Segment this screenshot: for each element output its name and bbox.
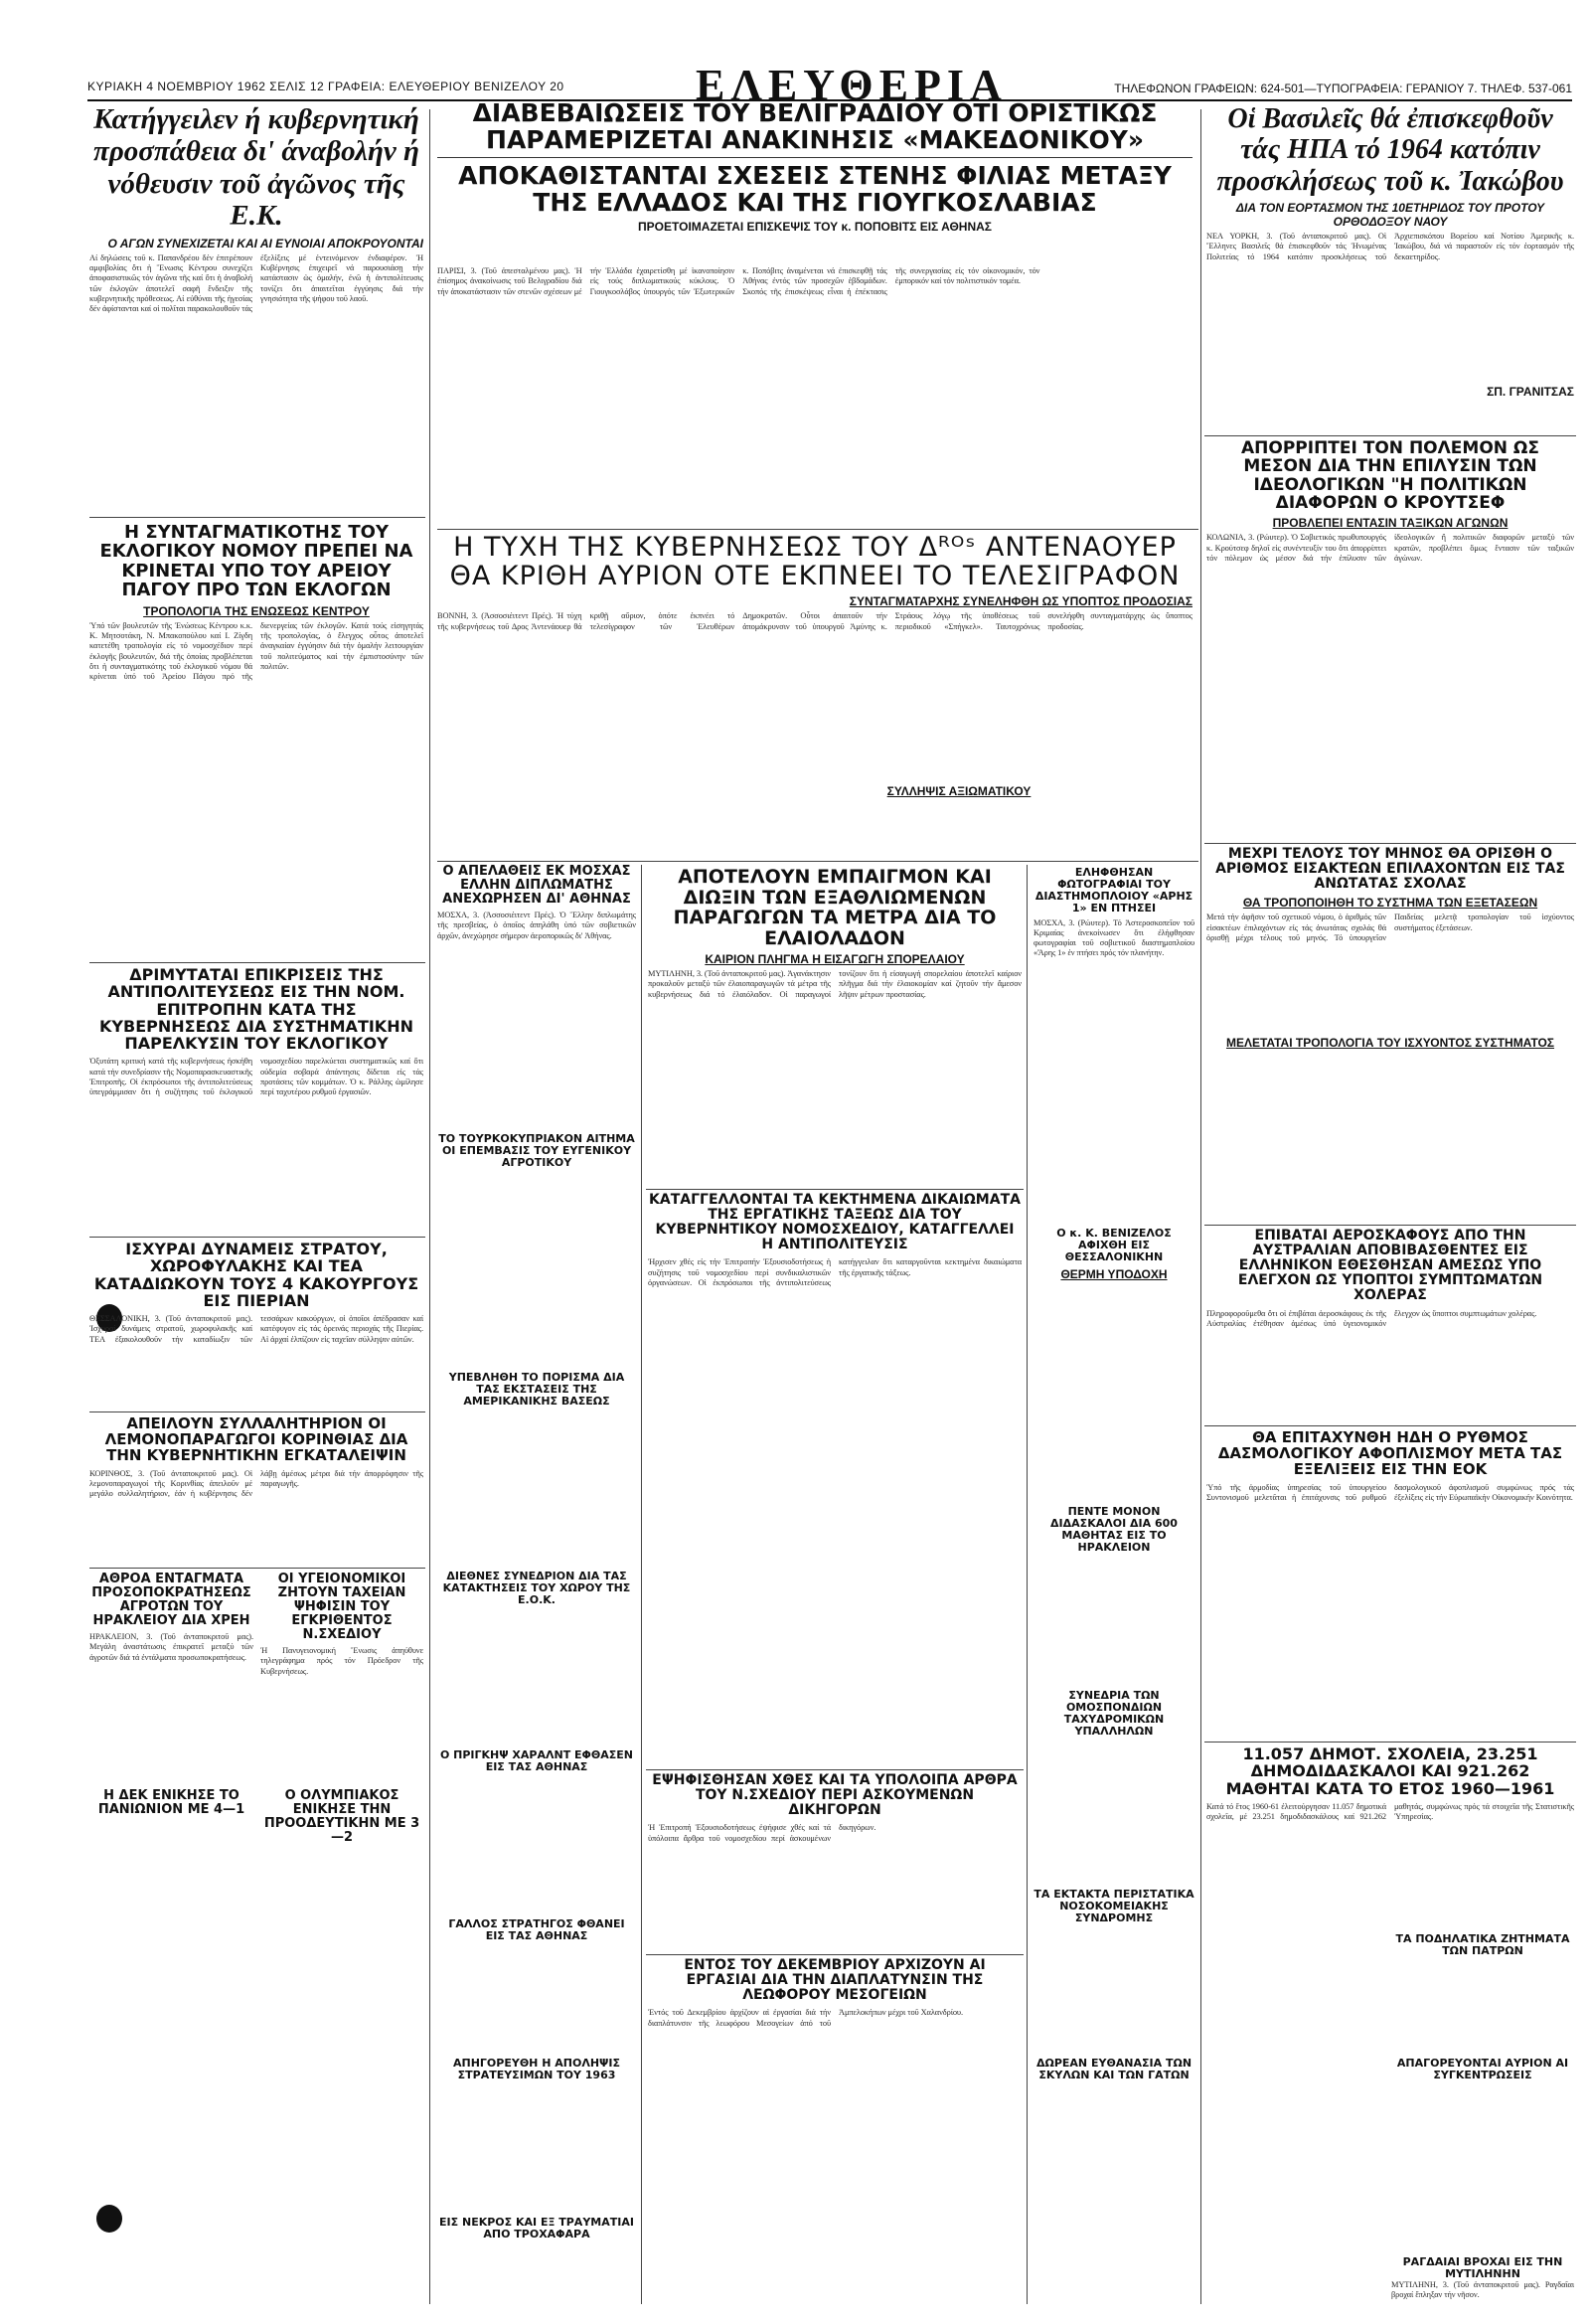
headline: ΔΡΙΜΥΤΑΤΑΙ ΕΠΙΚΡΙΣΕΙΣ ΤΗΣ ΑΝΤΙΠΟΛΙΤΕΥΣΕΩΣ ΕΙΣ ΤΗΝ ΝΟΜ. ΕΠΙΤΡΟΠΗΝ ΚΑΤΑ ΤΗΣ ΚΥΒΕΡΝΗΣΕΩΣ ΔΙΑ ΣΥΣΤΗΜΑΤΙΚΗΝ ΠΑΡΕΛΚΥΣΙΝ ΤΟΥ ΕΚΛΟΓΙΚΟΥ xyxy=(99,966,413,1054)
article-hospital-cases xyxy=(1034,1889,1194,1948)
article-royal-visit xyxy=(1206,103,1574,431)
article-university-admissions xyxy=(1206,847,1574,1225)
headline: ΑΠΟΡΡΙΠΤΕΙ ΤΟΝ ΠΟΛΕΜΟΝ ΩΣ ΜΕΣΟΝ ΔΙΑ ΤΗΝ ΕΠΙΛΥΣΙΝ ΤΩΝ ΙΔΕΟΛΟΓΙΚΩΝ "Η ΠΟΛΙΤΙΚΩΝ ΔΙΑΦΟΡΩΝ Ο ΚΡΟΥΤΣΕΦ xyxy=(1241,439,1539,514)
headline: ΡΑΓΔΑΙΑΙ ΒΡΟΧΑΙ ΕΙΣ ΤΗΝ ΜΥΤΙΛΗΝΗΝ xyxy=(1391,2256,1574,2280)
article-body: ΗΡΑΚΛΕΙΟΝ, 3. (Τοῦ ἀνταποκριτοῦ μας). Μεγάλη ἀναστάτωσις ἐπικρατεῖ μεταξύ τῶν ἀγροτῶν διά τά ἐντάλματα προσωποκρατήσεως. xyxy=(89,1632,253,1662)
headline: ΑΘΡΟΑ ΕΝΤΑΓΜΑΤΑ ΠΡΟΣΟΠΟΚΡΑΤΗΣΕΩΣ ΑΓΡΟΤΩΝ ΤΟΥ ΗΡΑΚΛΕΙΟΥ ΔΙΑ ΧΡΕΗ xyxy=(91,1573,251,1629)
headline: ΜΕΧΡΙ ΤΕΛΟΥΣ ΤΟΥ ΜΗΝΟΣ ΘΑ ΟΡΙΣΘΗ Ο ΑΡΙΘΜΟΣ ΕΙΣΑΚΤΕΩΝ ΕΠΙΛΑΧΟΝΤΩΝ ΕΙΣ ΤΑΣ ΑΝΩΤΑΤΑΣ ΣΧΟΛΑΣ xyxy=(1215,847,1565,893)
article-turkish-cypriot xyxy=(437,1133,636,1213)
divider xyxy=(89,1237,425,1238)
subheadline-secondary: ΣΥΛΛΗΨΙΣ ΑΞΙΩΜΑΤΙΚΟΥ xyxy=(886,784,1032,799)
divider xyxy=(1204,1225,1576,1226)
headline: Ο ΟΛΥΜΠΙΑΚΟΣ ΕΝΙΚΗΣΕ ΤΗΝ ΠΡΟΟΔΕΥΤΙΚΗΝ ΜΕ 3—2 xyxy=(263,1789,420,1846)
article-adenauer xyxy=(437,533,1192,861)
article-mytilene-rain xyxy=(1391,2256,1574,2316)
article-body: ΘΕΣΣΑΛΟΝΙΚΗ, 3. (Τοῦ ἀνταποκριτοῦ μας). Ἰσχυραί δυνάμεις στρατοῦ, χωροφυλακῆς καί ΤΕΑ ἐξακολουθοῦν τήν καταδίωξιν τῶν τεσσάρων κακούργων, οἱ ὁποῖοι ἀπέδρασαν καί κατέφυγον εἰς τάς ὀρεινάς περιοχάς τῆς Πιερίας. Αἱ ἀρχαί ἐλπίζουν εἰς ταχεῖαν σύλληψιν αὐτῶν. xyxy=(89,1314,423,1344)
article-body: ΝΕΑ ΥΟΡΚΗ, 3. (Τοῦ ἀνταποκριτοῦ μας). Οἱ Ἕλληνες Βασιλεῖς θά ἐπισκεφθοῦν τάς Ἡνωμένας Πολιτείας τό 1964 κατόπιν προσκλήσεως τοῦ Ἀρχιεπισκόπου Βορείου καί Νοτίου Ἀμερικῆς κ. Ἰακώβου, διά νά παραστοῦν εἰς τόν ἑορτασμόν τῆς δεκαετηρίδος. xyxy=(1206,232,1574,261)
headline-secondary: ΑΠΟΚΑΘΙΣΤΑΝΤΑΙ ΣΧΕΣΕΙΣ ΣΤΕΝΗΣ ΦΙΛΙΑΣ ΜΕΤΑΞΥ ΤΗΣ ΕΛΛΑΔΟΣ ΚΑΙ ΤΗΣ ΓΙΟΥΓΚΟΣΛΑΒΙΑΣ xyxy=(458,161,1172,217)
column-divider xyxy=(429,109,430,2304)
article-us-base xyxy=(437,1372,636,1451)
article-health-workers xyxy=(260,1573,423,1771)
article-teachers-heraklion xyxy=(1034,1506,1194,1566)
headline: Η ΤΥΧΗ ΤΗΣ ΚΥΒΕΡΝΗΣΕΩΣ ΤΟΥ Δᴿᴼˢ ΑΝΤΕΝΑΟΥΕΡ ΘΑ ΚΡΙΘΗ ΑΥΡΙΟΝ ΟΤΕ ΕΚΠΝΕΕΙ ΤΟ ΤΕΛΕΣΙΓΡΑΦΟΝ xyxy=(449,533,1181,592)
article-body: Πληροφοροῦμεθα ὄτι οἱ ἐπιβάται ἀεροσκάφους ἐκ τῆς Αὐστραλίας ἐτέθησαν ἀμέσως ὑπό ὑγειονομικόν ἔλεγχον ὡς ὕποπτοι συμπτωμάτων χολέρας. xyxy=(1206,1308,1537,1328)
divider xyxy=(646,1769,1024,1770)
subheadline: ΚΑΙΡΙΟΝ ΠΛΗΓΜΑ Η ΕΙΣΑΓΩΓΗ ΣΠΟΡΕΛΑΙΟΥ xyxy=(705,952,965,967)
headline: Η ΣΥΝΤΑΓΜΑΤΙΚΟΤΗΣ ΤΟΥ ΕΚΛΟΓΙΚΟΥ ΝΟΜΟΥ ΠΡΕΠΕΙ ΝΑ ΚΡΙΝΕΤΑΙ ΥΠΟ ΤΟΥ ΑΡΕΙΟΥ ΠΑΓΟΥ ΠΡΟ ΤΩΝ ΕΚΛΟΓΩΝ xyxy=(99,523,413,601)
headline: Οἱ Βασιλεῖς θά ἐπισκεφθοῦν τάς ΗΠΑ τό 1964 κατόπιν προσκλήσεως τοῦ κ. Ἰακώβου xyxy=(1216,103,1564,197)
subheadline: ΘΕΡΜΗ ΥΠΟΔΟΧΗ xyxy=(1060,1266,1168,1281)
article-venizelos xyxy=(1034,1228,1194,1307)
article-mesogeion-avenue xyxy=(648,1958,1022,2286)
headline: ΔΙΕΘΝΕΣ ΣΥΝΕΔΡΙΟΝ ΔΙΑ ΤΑΣ ΚΑΤΑΚΤΗΣΕΙΣ ΤΟΥ ΧΩΡΟΥ ΤΗΣ Ε.Ο.Κ. xyxy=(442,1571,631,1606)
column-divider xyxy=(1200,109,1201,2304)
article-diplomat-moscow xyxy=(437,865,636,1123)
headline: Ο κ. Κ. ΒΕΝΙΖΕΛΟΣ ΑΦΙΧΘΗ ΕΙΣ ΘΕΣΣΑΛΟΝΙΚΗΝ xyxy=(1056,1228,1172,1263)
column-divider xyxy=(641,865,642,2304)
divider xyxy=(89,962,425,963)
headline: ΕΙΣ ΝΕΚΡΟΣ ΚΑΙ ΕΞ ΤΡΑΥΜΑΤΙΑΙ ΑΠΟ ΤΡΟΧΑΦΑΡΑ xyxy=(439,2217,634,2241)
article-prince-harald xyxy=(437,1749,636,1799)
article-body: Ἡ Πανυγειονομική Ἕνωσις ἀπηύθυνε τηλεγράφημα πρός τόν Πρόεδρον τῆς Κυβερνήσεως. xyxy=(260,1646,423,1676)
column-divider xyxy=(1027,865,1028,2304)
headline: ΔΙΑΒΕΒΑΙΩΣΕΙΣ ΤΟΥ ΒΕΛΙΓΡΑΔΙΟΥ ΟΤΙ ΟΡΙΣΤΙΚΩΣ ΠΑΡΑΜΕΡΙΖΕΤΑΙ ΑΝΑΚΙΝΗΣΙΣ «ΜΑΚΕΔΟΝΙΚΟΥ» xyxy=(472,99,1158,154)
phone-line: ΤΗΛΕΦΩΝΟΝ ΓΡΑΦΕΙΩΝ: 624-501—ΤΥΠΟΓΡΑΦΕΙΑ: ΓΕΡΑΝΙΟΥ 7. ΤΗΛΕΦ. 537-061 xyxy=(1114,82,1572,95)
headline: Ο ΠΡΙΓΚΗΨ ΧΑΡΑΛΝΤ ΕΦΘΑΣΕΝ ΕΙΣ ΤΑΣ ΑΘΗΝΑΣ xyxy=(439,1749,634,1773)
article-body: Κατά τό ἔτος 1960-61 ἐλειτούργησαν 11.057 δημοτικά σχολεῖα, μέ 23.251 δημοδιδασκάλους καί 921.262 μαθητάς, συμφώνως πρός τά στοιχεῖα τῆς Στατιστικῆς Ὑπηρεσίας. xyxy=(1206,1801,1574,1822)
article-opposition-criticism xyxy=(89,966,423,1235)
divider xyxy=(1204,1742,1576,1743)
article-body: ΜΥΤΙΛΗΝΗ, 3. (Τοῦ ἀνταποκριτοῦ μας). Ἀγανάκτησιν προκαλοῦν μεταξύ τῶν ἐλαιοπαραγωγῶν τά μέτρα τῆς κυβερνήσεως διά τό ἐλαιόλαδον. Οἱ παραγωγοί τονίζουν ὄτι ἡ εἰσαγωγή σπορελαίου ἀποτελεῖ καίριον πλῆγμα διά τήν ἐλαιοκομίαν καί ζητοῦν τήν ἄμεσον λῆψιν μέτρων προστασίας. xyxy=(648,969,1022,999)
article-postal-workers xyxy=(1034,1690,1194,1749)
date-line: ΚΥΡΙΑΚΗ 4 ΝΟΕΜΒΡΙΟΥ 1962 ΣΕΛΙΣ 12 ΓΡΑΦΕΙΑ: ΕΛΕΥΘΕΡΙΟΥ ΒΕΝΙΖΕΛΟΥ 20 xyxy=(87,80,564,93)
divider xyxy=(89,1568,425,1569)
headline: 11.057 ΔΗΜΟΤ. ΣΧΟΛΕΙΑ, 23.251 ΔΗΜΟΔΙΔΑΣΚΑΛΟΙ ΚΑΙ 921.262 ΜΑΘΗΤΑΙ ΚΑΤΑ ΤΟ ΕΤΟΣ 1960—1961 xyxy=(1225,1745,1555,1798)
headline: ΔΩΡΕΑΝ ΕΥΘΑΝΑΣΙΑ ΤΩΝ ΣΚΥΛΩΝ ΚΑΙ ΤΩΝ ΓΑΤΩΝ xyxy=(1035,2058,1192,2081)
divider xyxy=(1204,843,1576,844)
headline: ΚΑΤΑΓΓΕΛΛΟΝΤΑΙ ΤΑ ΚΕΚΤΗΜΕΝΑ ΔΙΚΑΙΩΜΑΤΑ ΤΗΣ ΕΡΓΑΤΙΚΗΣ ΤΑΞΕΩΣ ΔΙΑ ΤΟΥ ΚΥΒΕΡΝΗΤΙΚΟΥ ΝΟΜΟΣΧΕΔΙΟΥ, ΚΑΤΑΓΓΕΛΛΕΙ Η ΑΝΤΙΠΟΛΙΤΕΥΣΙΣ xyxy=(649,1193,1021,1253)
article-body: Ὑπό τῆς ἀρμοδίας ὑπηρεσίας τοῦ ὑπουργείου Συντονισμοῦ μελετᾶται ἡ ἐπιτάχυνσις τοῦ ρυθμοῦ δασμολογικοῦ ἀφοπλισμοῦ συμφώνως πρός τάς ἐξελίξεις εἰς τήν Εὐρωπαϊκήν Οἰκονομικήν Κοινότητα. xyxy=(1206,1482,1574,1502)
article-body: Ὀξυτάτη κριτική κατά τῆς κυβερνήσεως ἠσκήθη κατά τήν συνεδρίασιν τῆς Νομοπαρασκευαστικῆς Ἐπιτροπῆς. Οἱ ἐκπρόσωποι τῆς ἀντιπολιτεύσεως ὑπεγράμμισαν ὄτι ἡ συζήτησις τοῦ ἐκλογικοῦ νομοσχεδίου παρελκύεται συστηματικῶς καί ὄτι οὐδεμία σοβαρά ἀπάντησις δίδεται εἰς τάς προτάσεις τῶν κομμάτων. Ὁ κ. Ράλλης ὡμίλησε περί ταχυτέρου ρυθμοῦ ἐργασιῶν. xyxy=(89,1057,423,1097)
divider xyxy=(89,517,425,518)
article-football-aek xyxy=(89,1789,253,1849)
article-tram-accident xyxy=(437,2217,636,2266)
article-football-olympiakos xyxy=(260,1789,423,1849)
article-body: Ὑπό τῶν βουλευτῶν τῆς Ἑνώσεως Κέντρου κ.κ. Κ. Μητσοτάκη, Ν. Μπακοπούλου καί Ι. Ζίγδη κατετέθη τροπολογία εἰς τό νομοσχέδιον περί ἐκλογῆς βουλευτῶν, διά τῆς ὁποίας προβλέπεται ὄτι ἡ συνταγματικότης τοῦ ἐκλογικοῦ νόμου θά κρίνεται ὑπό τοῦ Ἀρείου Πάγου πρό τῆς διενεργείας τῶν ἐκλογῶν. Κατά τούς εἰσηγητάς τῆς τροπολογίας, ὁ ἔλεγχος οὗτος ἀποτελεῖ ἀναγκαίαν ἐγγύησιν διά τήν ὁμαλήν λειτουργίαν τοῦ πολιτεύματος καί τήν ἐμπιστοσύνην τῶν πολιτῶν. xyxy=(89,620,423,681)
headline: ΓΑΛΛΟΣ ΣΤΡΑΤΗΓΟΣ ΦΘΑΝΕΙ ΕΙΣ ΤΑΣ ΑΘΗΝΑΣ xyxy=(448,1918,625,1942)
headline: ΥΠΕΒΛΗΘΗ ΤΟ ΠΟΡΙΣΜΑ ΔΙΑ ΤΑΣ ΕΚΣΤΑΣΕΙΣ ΤΗΣ ΑΜΕΡΙΚΑΝΙΚΗΣ ΒΑΣΕΩΣ xyxy=(448,1372,625,1408)
subheadline: ΤΡΟΠΟΛΟΓΙΑ ΤΗΣ ΕΝΩΣΕΩΣ ΚΕΝΤΡΟΥ xyxy=(143,603,370,618)
headline: ΟΙ ΥΓΕΙΟΝΟΜΙΚΟΙ ΖΗΤΟΥΝ ΤΑΧΕΙΑΝ ΨΗΦΙΣΙΝ ΤΟΥ ΕΓΚΡΙΘΕΝΤΟΣ Ν.ΣΧΕΔΙΟΥ xyxy=(277,1573,406,1643)
headline: ΤΑ ΠΟΔΗΛΑΤΙΚΑ ΖΗΤΗΜΑΤΑ ΤΩΝ ΠΑΤΡΩΝ xyxy=(1391,1933,1574,1957)
divider xyxy=(89,1411,425,1412)
headline: ΤΟ ΤΟΥΡΚΟΚΥΠΡΙΑΚΟΝ ΑΙΤΗΜΑ ΟΙ ΕΠΕΜΒΑΣΙΣ ΤΟΥ ΕΥΓΕΝΙΚΟΥ ΑΓΡΟΤΙΚΟΥ xyxy=(438,1133,635,1169)
divider xyxy=(1204,1425,1576,1426)
article-belgrade-body xyxy=(437,266,1192,527)
article-school-statistics xyxy=(1206,1745,1574,2103)
divider xyxy=(646,1189,1024,1190)
headline: ΑΠΑΓΟΡΕΥΟΝΤΑΙ ΑΥΡΙΟΝ ΑΙ ΣΥΓΚΕΝΤΡΩΣΕΙΣ xyxy=(1391,2058,1574,2081)
headline: ΤΑ ΕΚΤΑΚΤΑ ΠΕΡΙΣΤΑΤΙΚΑ ΝΟΣΟΚΟΜΕΙΑΚΗΣ ΣΥΝΔΡΟΜΗΣ xyxy=(1034,1889,1194,1924)
article-campaign xyxy=(89,103,423,511)
binder-hole xyxy=(96,2205,122,2233)
article-body: Ἠρχισεν χθές εἰς τήν Ἐπιτροπήν Ἐξουσιοδοτήσεως ἡ συζήτησις τοῦ νομοσχεδίου περί συνδικαλιστικῶν ὀργανώσεων. Οἱ ἐκπρόσωποι τῆς ἀντιπολιτεύσεως κατήγγειλαν ὄτι καταργοῦνται κεκτημένα δικαιώματα τῆς ἐργατικῆς τάξεως. xyxy=(648,1257,1022,1287)
headline: ΕΛΗΦΘΗΣΑΝ ΦΩΤΟΓΡΑΦΙΑΙ ΤΟΥ ΔΙΑΣΤΗΜΟΠΛΟΙΟΥ «ΑΡΗΣ 1» ΕΝ ΠΤΗΣΕΙ xyxy=(1034,867,1193,914)
headline: ΕΠΙΒΑΤΑΙ ΑΕΡΟΣΚΑΦΟΥΣ ΑΠΟ ΤΗΝ ΑΥΣΤΡΑΛΙΑΝ ΑΠΟΒΙΒΑΣΘΕΝΤΕΣ ΕΙΣ ΕΛΛΗΝΙΚΟΝ ΕΘΕΣΘΗΣΑΝ ΑΜΕΣΩΣ ΥΠΟ ΕΛΕΓΧΟΝ ΩΣ ΥΠΟΠΤΟΙ ΣΥΜΠΤΩΜΑΤΩΝ ΧΟΛΕΡΑΣ xyxy=(1237,1229,1543,1304)
subheadline: ΣΥΝΤΑΓΜΑΤΑΡΧΗΣ ΣΥΝΕΛΗΦΘΗ ΩΣ ΥΠΟΠΤΟΣ ΠΡΟΔΟΣΙΑΣ xyxy=(849,594,1192,609)
article-body: ΠΑΡΙΣΙ, 3. (Τοῦ ἀπεσταλμένου μας). Ἡ ἐπίσημος ἀνακοίνωσις τοῦ Βελιγραδίου διά τήν ἀποκατάστασιν τῶν στενῶν σχέσεων μέ τήν Ἑλλάδα ἐχαιρετίσθη μέ ἱκανοποίησιν εἰς τούς διπλωματικούς κύκλους. Ὁ Γιουγκοσλάβος ὑπουργός τῶν Ἐξωτερικῶν κ. Ποπόβιτς ἀναμένεται νά ἐπισκεφθῇ τάς Ἀθήνας ἐντός τῶν προσεχῶν ἑβδομάδων. Σκοπός τῆς ἐπισκέψεως εἶναι ἡ ἐπέκτασις τῆς συνεργασίας εἰς τόν οἰκονομικόν, τόν ἐμπορικόν καί τόν πολιτιστικόν τομέα. xyxy=(437,266,1040,296)
headline: Η ΔΕΚ ΕΝΙΚΗΣΕ ΤΟ ΠΑΝΙΩΝΙΟΝ ΜΕ 4—1 xyxy=(97,1789,245,1818)
article-olive-oil xyxy=(648,867,1022,1185)
article-body: ΚΟΛΩΝΙΑ, 3. (Ρώυτερ). Ὁ Σοβιετικός πρωθυπουργός κ. Κρούτσεφ δηλοῖ εἰς συνέντευξίν του ὄτι ἀπορρίπτει τόν πόλεμον ὡς μέσον διά τήν ἐπίλυσιν τῶν ἰδεολογικῶν ἤ πολιτικῶν διαφορῶν μεταξύ τῶν κρατῶν, προβλέπει ὅμως ἔντασιν τῶν ταξικῶν ἀγώνων. xyxy=(1206,533,1574,563)
headline: ΣΥΝΕΔΡΙΑ ΤΩΝ ΟΜΟΣΠΟΝΔΙΩΝ ΤΑΧΥΔΡΟΜΙΚΩΝ ΥΠΑΛΛΗΛΩΝ xyxy=(1063,1690,1165,1738)
divider xyxy=(437,861,1198,862)
headline: ΕΝΤΟΣ ΤΟΥ ΔΕΚΕΜΒΡΙΟΥ ΑΡΧΙΖΟΥΝ ΑΙ ΕΡΓΑΣΙΑΙ ΔΙΑ ΤΗΝ ΔΙΑΠΛΑΤΥΝΣΙΝ ΤΗΣ ΛΕΩΦΟΡΟΥ ΜΕΣΟΓΕΙΩΝ xyxy=(684,1958,986,2004)
article-belgrade xyxy=(437,99,1192,268)
headline: ΑΠΕΙΛΟΥΝ ΣΥΛΛΑΛΗΤΗΡΙΟΝ ΟΙ ΛΕΜΟΝΟΠΑΡΑΓΩΓΟΙ ΚΟΡΙΝΘΙΑΣ ΔΙΑ ΤΗΝ ΚΥΒΕΡΝΗΤΙΚΗΝ ΕΓΚΑΤΑΛΕΙΨΙΝ xyxy=(104,1415,408,1465)
article-khrushchev xyxy=(1206,439,1574,847)
article-gatherings-ban xyxy=(1391,2058,1574,2107)
article-pet-euthanasia xyxy=(1034,2058,1194,2117)
divider xyxy=(1204,435,1576,436)
article-body: ΜΥΤΙΛΗΝΗ, 3. (Τοῦ ἀνταποκριτοῦ μας). Ραγδαῖαι βροχαί ἔπληξαν τήν νῆσον. xyxy=(1391,2279,1574,2299)
article-eec-conference xyxy=(437,1571,636,1650)
headline: ΑΠΟΤΕΛΟΥΝ ΕΜΠΑΙΓΜΟΝ ΚΑΙ ΔΙΩΞΙΝ ΤΩΝ ΕΞΑΘΛΙΩΜΕΝΩΝ ΠΑΡΑΓΩΓΩΝ ΤΑ ΜΕΤΡΑ ΔΙΑ ΤΟ ΕΛΑΙΟΛΑΔΟΝ xyxy=(673,867,997,949)
divider xyxy=(437,529,1198,530)
article-heraklion-farmers xyxy=(89,1573,253,1771)
article-body: Ἡ Ἐπιτροπή Ἐξουσιοδοτήσεως ἐψήφισε χθές καί τά ὑπόλοιπα ἄρθρα τοῦ νομοσχεδίου περί ἀσκουμένων δικηγόρων. xyxy=(648,1823,876,1843)
article-body: Μετά τήν ἀφῆσιν τοῦ σχετικοῦ νόμου, ὁ ἀριθμός τῶν εἰσακτέων ἐπιλαχόντων εἰς τάς ἀνωτάτας σχολάς θά ὁρισθῇ μέχρι τέλους τοῦ μηνός. Τό ὑπουργεῖον Παιδείας μελετᾷ τροπολογίαν τοῦ ἰσχύοντος συστήματος ἐξετάσεων. xyxy=(1206,913,1574,942)
headline: ΕΨΗΦΙΣΘΗΣΑΝ ΧΘΕΣ ΚΑΙ ΤΑ ΥΠΟΛΟΙΠΑ ΑΡΘΡΑ ΤΟΥ Ν.ΣΧΕΔΙΟΥ ΠΕΡΙ ΑΣΚΟΥΜΕΝΩΝ ΔΙΚΗΓΟΡΩΝ xyxy=(652,1773,1018,1819)
article-patras-cycling xyxy=(1391,1933,1574,1983)
article-electoral-law xyxy=(89,523,423,960)
subheadline: ΘΑ ΤΡΟΠΟΠΟΙΗΘΗ ΤΟ ΣΥΣΤΗΜΑ ΤΩΝ ΕΞΕΤΑΣΕΩΝ xyxy=(1242,896,1538,911)
article-body: ΒΟΝΝΗ, 3. (Ἀσσοσιέιτεντ Πρές). Ἡ τύχη τῆς κυβερνήσεως τοῦ Δρος Ἀντενάουερ θά κριθῇ αὔριον, ὁπότε ἐκπνέει τό τελεσίγραφον τῶν Ἐλευθέρων Δημοκρατῶν. Οὗτοι ἀπαιτοῦν τήν ἀπομάκρυνσιν τοῦ ὑπουργοῦ Ἀμύνης κ. Στράους λόγῳ τῆς ὑποθέσεως τοῦ περιοδικοῦ «Σπήγκελ». Ταυτοχρόνως συνελήφθη συνταγματάρχης ὡς ὕποπτος προδοσίας. xyxy=(437,611,1192,631)
article-trainee-lawyers xyxy=(648,1773,1022,1952)
headline: ΙΣΧΥΡΑΙ ΔΥΝΑΜΕΙΣ ΣΤΡΑΤΟΥ, ΧΩΡΟΦΥΛΑΚΗΣ ΚΑΙ ΤΕΑ ΚΑΤΑΔΙΩΚΟΥΝ ΤΟΥΣ 4 ΚΑΚΟΥΡΓΟΥΣ ΕΙΣ ΠΙΕΡΙΑΝ xyxy=(93,1241,419,1310)
subheadline: ΠΡΟΒΛΕΠΕΙ ΕΝΤΑΣΙΝ ΤΑΞΙΚΩΝ ΑΓΩΝΩΝ xyxy=(1272,516,1509,531)
subheadline: Ο ΑΓΩΝ ΣΥΝΕΧΙΖΕΤΑΙ ΚΑΙ ΑΙ ΕΥΝΟΙΑΙ ΑΠΟΚΡΟΥΟΝΤΑΙ xyxy=(107,236,423,250)
article-body: Αί δηλώσεις τοῦ κ. Παπανδρέου δέν ἐπιτρέπουν αμφιβολίας ὄτι ἡ Ἕνωσις Κέντρου συνεχίζει ἀποφασιστικῶς τόν ἀγῶνα τῆς καί ὄτι ἡ ἀναβολή τῶν ἐκλογῶν ἀποτελεῖ σαφῆ ἔνδειξιν τῆς κυβερνητικῆς πρόθεσεως. Αί εὐθύναι τῆς ἡγεσίας δέν ἀφίστανται καί οἱ πολῖται παρακολουθοῦν τάς ἐξελίξεις μέ ἐντεινόμενον ἐνδιαφέρον. Ἡ Κυβέρνησις ἐπιχειρεῖ νά παρουσιάσῃ τήν κατάστασιν ὡς ὁμαλήν, ἐνῶ ἡ ἀντιπολίτευσις τονίζει ὄτι ἀπαιτεῖται ἐγγύησις διά τήν γνησιότητα τῆς ψήφου τοῦ λαοῦ. xyxy=(89,252,423,314)
article-tariffs xyxy=(1206,1429,1574,1738)
newspaper-title: ΕΛΕΥΘΕΡΙΑ xyxy=(696,61,1008,109)
article-french-general xyxy=(437,1918,636,1968)
article-labour-rights xyxy=(648,1193,1022,1551)
divider xyxy=(646,1954,1024,1955)
headline: Κατήγγειλεν ή κυβερνητική προσπάθεια δι' άναβολήν ή νόθευσιν τοῦ ἀγῶνος τῆς Ε.Κ. xyxy=(93,103,419,233)
headline: Ο ΑΠΕΛΑΘΕΙΣ ΕΚ ΜΟΣΧΑΣ ΕΛΛΗΝ ΔΙΠΛΩΜΑΤΗΣ ΑΝΕΧΩΡΗΣΕΝ ΔΙ' ΑΘΗΝΑΣ xyxy=(442,865,631,908)
article-lemon-growers xyxy=(89,1415,423,1565)
article-body: ΜΟΣΧΑ, 3. (Ρώυτερ). Τό Ἀστεροσκοπεῖον τοῦ Κριμαίας ἀνεκοίνωσεν ὄτι ἐλήφθησαν φωτογραφίαι τοῦ σοβιετικοῦ διαστημοπλοίου «Ἄρης 1» ἐν πτήσει πρός τόν πλανήτην. xyxy=(1034,917,1194,958)
article-body: ΜΟΣΧΑ, 3. (Ἀσσοσιέιτεντ Πρές). Ὁ Ἕλλην διπλωμάτης τῆς πρεσβείας, ὁ ὁποῖος ἀπηλάθη ὑπό τῶν σοβιετικῶν ἀρχῶν, ἀνεχώρησε σήμερον ἀεροπορικῶς δι' Ἀθήνας. xyxy=(437,911,636,940)
subheadline: ΠΡΟΕΤΟΙΜΑΖΕΤΑΙ ΕΠΙΣΚΕΨΙΣ ΤΟΥ κ. ΠΟΠΟΒΙΤΣ ΕΙΣ ΑΘΗΝΑΣ xyxy=(638,220,992,234)
article-mars-probe xyxy=(1034,867,1194,1145)
headline: ΠΕΝΤΕ ΜΟΝΟΝ ΔΙΔΑΣΚΑΛΟΙ ΔΙΑ 600 ΜΑΘΗΤΑΣ ΕΙΣ ΤΟ ΗΡΑΚΛΕΙΟΝ xyxy=(1050,1506,1178,1554)
byline: ΣΠ. ΓΡΑΝΙΤΣΑΣ xyxy=(1487,385,1574,400)
article-conscripts xyxy=(437,2058,636,2107)
headline: ΑΠΗΓΟΡΕΥΘΗ Η ΑΠΟΛΗΨΙΣ ΣΤΡΑΤΕΥΣΙΜΩΝ ΤΟΥ 1963 xyxy=(453,2058,620,2081)
headline: ΘΑ ΕΠΙΤΑΧΥΝΘΗ ΗΔΗ Ο ΡΥΘΜΟΣ ΔΑΣΜΟΛΟΓΙΚΟΥ ΑΦΟΠΛΙΣΜΟΥ ΜΕΤΑ ΤΑΣ ΕΞΕΛΙΞΕΙΣ ΕΙΣ ΤΗΝ ΕΟΚ xyxy=(1217,1429,1563,1479)
article-body: ΚΟΡΙΝΘΟΣ, 3. (Τοῦ ἀνταποκριτοῦ μας). Οἱ λεμονοπαραγωγοί τῆς Κορινθίας ἀπειλοῦν μέ μεγάλο συλλαλητήριον, ἐάν ἡ κυβέρνησις δέν λάβῃ ἀμέσως μέτρα διά τήν ἀπορρόφησιν τῆς παραγωγῆς. xyxy=(89,1468,423,1499)
subheadline-secondary: ΜΕΛΕΤΑΤΑΙ ΤΡΟΠΟΛΟΓΙΑ ΤΟΥ ΙΣΧΥΟΝΤΟΣ ΣΥΣΤΗΜΑΤΟΣ xyxy=(1225,1036,1555,1051)
article-body: Ἐντός τοῦ Δεκεμβρίου ἀρχίζουν αἱ ἐργασίαι διά τήν διαπλάτυνσιν τῆς λεωφόρου Μεσογείων ἀπό τοῦ Ἀμπελοκήπων μέχρι τοῦ Χαλανδρίου. xyxy=(648,2008,963,2028)
article-cholera xyxy=(1206,1229,1574,1427)
subheadline: ΔΙΑ ΤΟΝ ΕΟΡΤΑΣΜΟΝ ΤΗΣ 10ΕΤΗΡΙΔΟΣ ΤΟΥ ΠΡΟΤΟΥ ΟΡΘΟΔΟΞΟΥ ΝΑΟΥ xyxy=(1235,201,1545,230)
article-pieria-manhunt xyxy=(89,1241,423,1410)
